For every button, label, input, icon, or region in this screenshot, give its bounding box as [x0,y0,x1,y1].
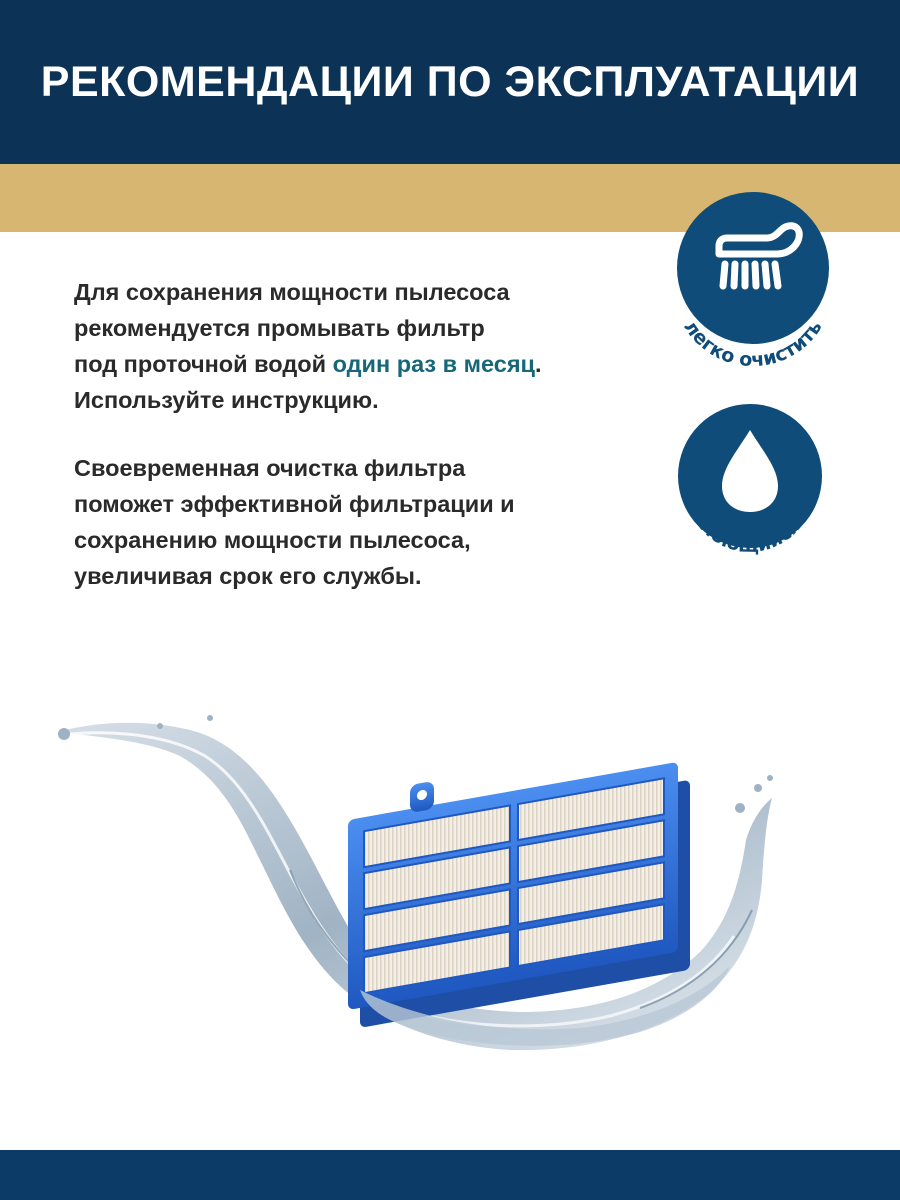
instructions-line: Используйте инструкцию. [74,387,379,413]
instructions-paragraph [74,274,634,418]
instructions-text: . [534,351,542,377]
washable-label: моющийся [694,514,806,557]
frequency-highlight: один раз в месяц [332,351,535,377]
header-banner [0,0,900,164]
easy-clean-badge [663,182,843,372]
instructions-line: Для сохранения мощности пылесоса [74,279,510,305]
washable-badge [660,398,840,588]
benefits-line: поможет эффективной фильтрации и [74,491,515,517]
benefits-line: сохранению мощности пылесоса, [74,527,471,553]
instructions-line: рекомендуется промывать фильтр [74,315,485,341]
page-title: РЕКОМЕНДАЦИИ ПО ЭКСПЛУАТАЦИИ [40,57,860,106]
benefits-paragraph [74,450,634,594]
benefits-line: Своевременная очистка фильтра [74,455,466,481]
footer-bar [0,1150,900,1200]
easy-clean-label: легко очистить [679,316,827,372]
hepa-filter [348,736,690,1030]
benefits-line: увеличивая срок его службы. [74,563,422,589]
filter-water-illustration [40,690,860,1110]
instructions-line [74,346,634,382]
instructions-text: под проточной водой [74,351,333,377]
